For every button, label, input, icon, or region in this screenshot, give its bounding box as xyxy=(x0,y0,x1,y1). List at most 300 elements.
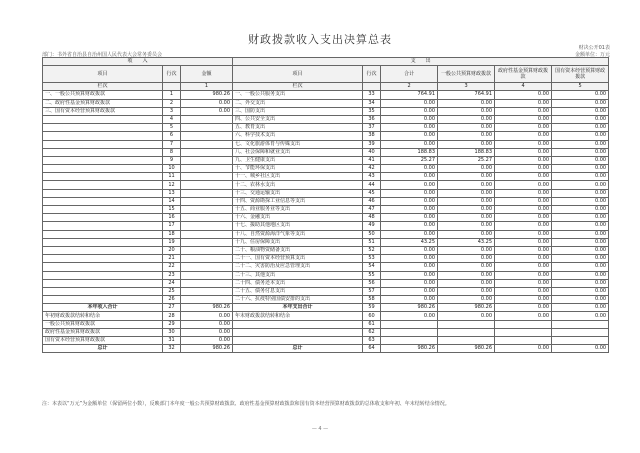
income-amount: 0.00 xyxy=(181,320,233,328)
general-budget-amount: 980.26 xyxy=(438,304,495,312)
expenditure-row-no: 53 xyxy=(363,255,381,263)
total-amount: 188.83 xyxy=(381,148,438,156)
general-budget-amount: 0.00 xyxy=(438,99,495,107)
expenditure-item: 十八、自然资源海洋气象等支出 xyxy=(233,230,363,238)
table-row xyxy=(43,197,609,205)
total-amount: 0.00 xyxy=(381,246,438,254)
income-amount: 0.00 xyxy=(181,337,233,345)
gov-fund-amount: 0.00 xyxy=(495,156,552,164)
expenditure-row-no: 60 xyxy=(363,312,381,320)
income-item: 三、国有资本经营预算财政拨款 xyxy=(43,107,163,115)
state-capital-amount xyxy=(552,328,609,336)
expenditure-item: 本年支出合计 xyxy=(233,304,363,312)
income-item: 二、政府性基金预算财政拨款 xyxy=(43,99,163,107)
general-budget-amount: 43.25 xyxy=(438,238,495,246)
total-amount: 43.25 xyxy=(381,238,438,246)
expenditure-row-no: 36 xyxy=(363,115,381,123)
income-amount: 0.00 xyxy=(181,107,233,115)
total-amount: 0.00 xyxy=(381,181,438,189)
expenditure-row-no: 46 xyxy=(363,197,381,205)
gov-fund-amount: 0.00 xyxy=(495,107,552,115)
expenditure-row-no: 54 xyxy=(363,263,381,271)
income-item xyxy=(43,181,163,189)
income-amount: 980.26 xyxy=(181,304,233,312)
expenditure-item: 一、一般公共服务支出 xyxy=(233,91,363,99)
general-budget-amount: 980.26 xyxy=(438,345,495,353)
general-budget-amount: 0.00 xyxy=(438,271,495,279)
expenditure-item: 四、公共安全支出 xyxy=(233,115,363,123)
income-row-no: 30 xyxy=(163,328,181,336)
amount-header: 金额 xyxy=(181,66,233,83)
table-row xyxy=(43,263,609,271)
expenditure-row-no: 41 xyxy=(363,156,381,164)
gov-fund-amount: 0.00 xyxy=(495,173,552,181)
expenditure-item: 二十三、其他支出 xyxy=(233,271,363,279)
gov-fund-amount: 0.00 xyxy=(495,132,552,140)
gov-fund-amount: 0.00 xyxy=(495,304,552,312)
income-item xyxy=(43,189,163,197)
gov-fund-amount xyxy=(495,328,552,336)
state-capital-amount: 0.00 xyxy=(552,115,609,123)
expenditure-row-no: 55 xyxy=(363,271,381,279)
expenditure-item: 二十四、债务还本支出 xyxy=(233,279,363,287)
income-item: 国有资本经营预算财政拨款 xyxy=(43,337,163,345)
expenditure-row-no: 61 xyxy=(363,320,381,328)
total-amount: 0.00 xyxy=(381,99,438,107)
table-row xyxy=(43,214,609,222)
total-amount: 0.00 xyxy=(381,263,438,271)
general-budget-amount xyxy=(438,337,495,345)
total-amount: 980.26 xyxy=(381,345,438,353)
total-amount: 0.00 xyxy=(381,222,438,230)
expenditure-item: 七、文化旅游体育与传媒支出 xyxy=(233,140,363,148)
expenditure-row-no: 52 xyxy=(363,246,381,254)
expenditure-row-no: 45 xyxy=(363,189,381,197)
income-item xyxy=(43,173,163,181)
income-row-no: 8 xyxy=(163,148,181,156)
gov-fund-amount: 0.00 xyxy=(495,312,552,320)
total-amount: 0.00 xyxy=(381,214,438,222)
expenditure-row-no: 56 xyxy=(363,279,381,287)
state-capital-amount: 0.00 xyxy=(552,230,609,238)
state-capital-amount: 0.00 xyxy=(552,165,609,173)
total-amount: 0.00 xyxy=(381,255,438,263)
expenditure-row-no: 49 xyxy=(363,222,381,230)
income-amount xyxy=(181,173,233,181)
expenditure-row-no: 50 xyxy=(363,230,381,238)
total-amount: 25.27 xyxy=(381,156,438,164)
income-amount xyxy=(181,230,233,238)
expenditure-item: 二十、粮油物资储备支出 xyxy=(233,246,363,254)
table-row xyxy=(43,279,609,287)
expenditure-item: 二十二、灾害防治及应急管理支出 xyxy=(233,263,363,271)
expenditure-item: 十、节能环保支出 xyxy=(233,165,363,173)
income-item xyxy=(43,197,163,205)
general-budget-amount: 0.00 xyxy=(438,140,495,148)
state-capital-amount: 0.00 xyxy=(552,148,609,156)
expenditure-row-no: 33 xyxy=(363,91,381,99)
total-amount: 980.26 xyxy=(381,304,438,312)
expenditure-item: 九、卫生健康支出 xyxy=(233,156,363,164)
total-amount: 0.00 xyxy=(381,107,438,115)
expenditure-row-no: 63 xyxy=(363,337,381,345)
expenditure-item: 十五、商业服务业等支出 xyxy=(233,206,363,214)
total-amount: 0.00 xyxy=(381,173,438,181)
general-budget-amount: 0.00 xyxy=(438,181,495,189)
general-budget-amount: 0.00 xyxy=(438,279,495,287)
expenditure-item xyxy=(233,337,363,345)
state-capital-amount: 0.00 xyxy=(552,304,609,312)
income-row-no: 1 xyxy=(163,91,181,99)
expenditure-item: 年末财政拨款结转和结余 xyxy=(233,312,363,320)
state-capital-amount: 0.00 xyxy=(552,345,609,353)
income-row-no: 16 xyxy=(163,214,181,222)
col-label-right: 栏次 xyxy=(233,83,363,91)
income-item-header: 项目 xyxy=(43,66,163,83)
income-row-no: 19 xyxy=(163,238,181,246)
form-code: 财决公开01表 xyxy=(578,45,610,51)
total-header: 合计 xyxy=(381,66,438,83)
state-capital-amount: 0.00 xyxy=(552,246,609,254)
income-row-no: 25 xyxy=(163,287,181,295)
income-item: 政府性基金预算财政拨款 xyxy=(43,328,163,336)
expenditure-item: 三、国防支出 xyxy=(233,107,363,115)
expenditure-row-no: 39 xyxy=(363,140,381,148)
expenditure-row-no: 59 xyxy=(363,304,381,312)
general-budget-amount: 0.00 xyxy=(438,189,495,197)
income-amount xyxy=(181,181,233,189)
general-budget-amount: 0.00 xyxy=(438,115,495,123)
total-amount: 0.00 xyxy=(381,132,438,140)
state-capital-amount: 0.00 xyxy=(552,263,609,271)
income-item xyxy=(43,230,163,238)
income-amount xyxy=(181,271,233,279)
general-budget-amount: 764.91 xyxy=(438,91,495,99)
income-row-no: 10 xyxy=(163,165,181,173)
income-item xyxy=(43,148,163,156)
income-row-no: 13 xyxy=(163,189,181,197)
expenditure-row-no-header: 行次 xyxy=(363,66,381,83)
income-item xyxy=(43,165,163,173)
general-budget-amount: 188.83 xyxy=(438,148,495,156)
income-row-no: 4 xyxy=(163,115,181,123)
table-row xyxy=(43,238,609,246)
expenditure-row-no: 42 xyxy=(363,165,381,173)
expenditure-row-no: 58 xyxy=(363,296,381,304)
general-budget-amount: 25.27 xyxy=(438,156,495,164)
general-budget-amount: 0.00 xyxy=(438,230,495,238)
expenditure-item: 二十一、国有资本经营预算支出 xyxy=(233,255,363,263)
table-row xyxy=(43,304,609,312)
income-amount xyxy=(181,222,233,230)
expenditure-row-no: 38 xyxy=(363,132,381,140)
gov-fund-amount: 0.00 xyxy=(495,271,552,279)
income-amount: 980.26 xyxy=(181,91,233,99)
col-num-1: 1 xyxy=(181,83,233,91)
general-budget-amount: 0.00 xyxy=(438,312,495,320)
expenditure-item: 十九、住房保障支出 xyxy=(233,238,363,246)
amount-unit: 金额单位：万元 xyxy=(574,52,610,58)
expenditure-item: 总计 xyxy=(233,345,363,353)
state-capital-amount: 0.00 xyxy=(552,214,609,222)
gov-fund-amount: 0.00 xyxy=(495,238,552,246)
table-row xyxy=(43,206,609,214)
income-amount: 980.26 xyxy=(181,345,233,353)
gov-fund-amount: 0.00 xyxy=(495,214,552,222)
income-row-no-header: 行次 xyxy=(163,66,181,83)
income-row-no: 3 xyxy=(163,107,181,115)
total-amount: 0.00 xyxy=(381,140,438,148)
income-item xyxy=(43,214,163,222)
total-amount: 0.00 xyxy=(381,189,438,197)
table-row xyxy=(43,328,609,336)
income-item xyxy=(43,206,163,214)
income-amount xyxy=(181,132,233,140)
income-amount xyxy=(181,115,233,123)
expenditure-item: 十四、资源勘探工业信息等支出 xyxy=(233,197,363,205)
state-capital-amount xyxy=(552,320,609,328)
income-row-no: 31 xyxy=(163,337,181,345)
general-budget-amount: 0.00 xyxy=(438,222,495,230)
table-row xyxy=(43,132,609,140)
state-capital-amount: 0.00 xyxy=(552,296,609,304)
gov-fund-amount: 0.00 xyxy=(495,140,552,148)
gov-fund-amount: 0.00 xyxy=(495,279,552,287)
gov-fund-amount: 0.00 xyxy=(495,165,552,173)
state-capital-amount: 0.00 xyxy=(552,181,609,189)
income-item xyxy=(43,222,163,230)
income-item xyxy=(43,263,163,271)
budget-summary-table xyxy=(42,57,609,353)
expenditure-item xyxy=(233,328,363,336)
gov-fund-amount xyxy=(495,320,552,328)
table-row xyxy=(43,271,609,279)
income-amount xyxy=(181,124,233,132)
income-item xyxy=(43,271,163,279)
total-amount: 0.00 xyxy=(381,124,438,132)
gov-fund-amount: 0.00 xyxy=(495,230,552,238)
footnote: 注：本表以“万元”为金额单位（保留两位小数），反映部门本年度一般公共预算财政拨款、政府性基金预算财政拨款和国有资本经营预算财政拨款的总体收支和年初、年末结转结余情况。 xyxy=(42,401,450,407)
state-capital-amount: 0.00 xyxy=(552,222,609,230)
gov-fund-amount: 0.00 xyxy=(495,287,552,295)
income-amount: 0.00 xyxy=(181,312,233,320)
total-amount: 0.00 xyxy=(381,165,438,173)
state-capital-amount: 0.00 xyxy=(552,173,609,181)
unit-name: 部门：书外省自治县自治州国人民代表大会常务委员会 xyxy=(42,52,163,58)
income-row-no: 23 xyxy=(163,271,181,279)
expenditure-row-no: 62 xyxy=(363,328,381,336)
income-amount xyxy=(181,246,233,254)
income-row-no: 18 xyxy=(163,230,181,238)
general-budget-amount: 0.00 xyxy=(438,206,495,214)
income-amount xyxy=(181,287,233,295)
state-capital-amount: 0.00 xyxy=(552,279,609,287)
income-row-no: 6 xyxy=(163,132,181,140)
general-budget-amount: 0.00 xyxy=(438,107,495,115)
income-row-no: 24 xyxy=(163,279,181,287)
general-budget-amount xyxy=(438,328,495,336)
income-amount xyxy=(181,214,233,222)
gov-fund-amount: 0.00 xyxy=(495,345,552,353)
income-amount xyxy=(181,189,233,197)
income-item xyxy=(43,287,163,295)
table-row xyxy=(43,148,609,156)
general-budget-amount: 0.00 xyxy=(438,132,495,140)
table-row xyxy=(43,140,609,148)
income-item: 年初财政拨款结转和结余 xyxy=(43,312,163,320)
general-budget-header: 一般公共预算财政拨款 xyxy=(438,66,495,83)
total-amount: 0.00 xyxy=(381,279,438,287)
gov-fund-amount: 0.00 xyxy=(495,296,552,304)
income-row-no: 2 xyxy=(163,99,181,107)
state-capital-amount: 0.00 xyxy=(552,197,609,205)
general-budget-amount: 0.00 xyxy=(438,173,495,181)
gov-fund-amount xyxy=(495,337,552,345)
expenditure-item: 十二、农林水支出 xyxy=(233,181,363,189)
col-label-left: 栏次 xyxy=(43,83,163,91)
gov-fund-amount: 0.00 xyxy=(495,124,552,132)
table-row xyxy=(43,189,609,197)
total-amount: 0.00 xyxy=(381,197,438,205)
income-row-no: 27 xyxy=(163,304,181,312)
general-budget-amount: 0.00 xyxy=(438,287,495,295)
income-amount xyxy=(181,140,233,148)
income-item: 一、一般公共预算财政拨款 xyxy=(43,91,163,99)
state-capital-amount: 0.00 xyxy=(552,238,609,246)
general-budget-amount: 0.00 xyxy=(438,165,495,173)
income-amount: 0.00 xyxy=(181,99,233,107)
expenditure-item: 十七、援助其他地区支出 xyxy=(233,222,363,230)
income-row-no: 22 xyxy=(163,263,181,271)
expenditure-row-no: 48 xyxy=(363,214,381,222)
income-row-no: 21 xyxy=(163,255,181,263)
state-capital-amount: 0.00 xyxy=(552,206,609,214)
state-capital-amount: 0.00 xyxy=(552,132,609,140)
general-budget-amount: 0.00 xyxy=(438,246,495,254)
table-row xyxy=(43,107,609,115)
income-row-no: 29 xyxy=(163,320,181,328)
expenditure-row-no: 37 xyxy=(363,124,381,132)
state-capital-header: 国有资本经营预算财政拨款 xyxy=(552,66,609,83)
expenditure-item: 五、教育支出 xyxy=(233,124,363,132)
table-row xyxy=(43,246,609,254)
income-row-no: 5 xyxy=(163,124,181,132)
total-amount xyxy=(381,328,438,336)
expenditure-item-header: 项目 xyxy=(233,66,363,83)
gov-fund-amount: 0.00 xyxy=(495,197,552,205)
income-amount xyxy=(181,197,233,205)
total-amount: 0.00 xyxy=(381,296,438,304)
income-item xyxy=(43,156,163,164)
table-row xyxy=(43,156,609,164)
income-row-no: 14 xyxy=(163,197,181,205)
income-row-no: 32 xyxy=(163,345,181,353)
col-num-3: 3 xyxy=(438,83,495,91)
table-row xyxy=(43,287,609,295)
state-capital-amount: 0.00 xyxy=(552,140,609,148)
income-item: 总计 xyxy=(43,345,163,353)
general-budget-amount xyxy=(438,320,495,328)
page-title: 财政拨款收入支出决算总表 xyxy=(248,33,392,46)
total-amount xyxy=(381,337,438,345)
table-row xyxy=(43,320,609,328)
expenditure-row-no: 64 xyxy=(363,345,381,353)
income-item xyxy=(43,255,163,263)
expenditure-header: 支 出 xyxy=(233,58,609,66)
expenditure-item xyxy=(233,320,363,328)
gov-fund-amount: 0.00 xyxy=(495,148,552,156)
gov-fund-amount: 0.00 xyxy=(495,263,552,271)
income-row-no: 9 xyxy=(163,156,181,164)
table-row xyxy=(43,230,609,238)
general-budget-amount: 0.00 xyxy=(438,124,495,132)
general-budget-amount: 0.00 xyxy=(438,263,495,271)
income-item xyxy=(43,115,163,123)
total-amount: 0.00 xyxy=(381,271,438,279)
income-row-no: 17 xyxy=(163,222,181,230)
income-amount xyxy=(181,296,233,304)
general-budget-amount: 0.00 xyxy=(438,255,495,263)
expenditure-item: 十六、金融支出 xyxy=(233,214,363,222)
expenditure-row-no: 35 xyxy=(363,107,381,115)
expenditure-row-no: 47 xyxy=(363,206,381,214)
income-amount xyxy=(181,263,233,271)
expenditure-row-no: 34 xyxy=(363,99,381,107)
col-num-4: 4 xyxy=(495,83,552,91)
expenditure-row-no: 57 xyxy=(363,287,381,295)
income-amount xyxy=(181,238,233,246)
total-amount: 764.91 xyxy=(381,91,438,99)
table-row xyxy=(43,124,609,132)
income-item xyxy=(43,279,163,287)
gov-fund-amount: 0.00 xyxy=(495,222,552,230)
income-item: 一般公共预算财政拨款 xyxy=(43,320,163,328)
income-item: 本年收入合计 xyxy=(43,304,163,312)
gov-fund-amount: 0.00 xyxy=(495,206,552,214)
general-budget-amount: 0.00 xyxy=(438,197,495,205)
table-row xyxy=(43,91,609,99)
expenditure-item: 二十五、债务付息支出 xyxy=(233,287,363,295)
gov-fund-amount: 0.00 xyxy=(495,255,552,263)
expenditure-item: 十一、城乡社区支出 xyxy=(233,173,363,181)
income-row-no: 12 xyxy=(163,181,181,189)
expenditure-item: 八、社会保障和就业支出 xyxy=(233,148,363,156)
gov-fund-amount: 0.00 xyxy=(495,99,552,107)
income-row-no: 11 xyxy=(163,173,181,181)
income-amount: 0.00 xyxy=(181,328,233,336)
state-capital-amount: 0.00 xyxy=(552,255,609,263)
state-capital-amount: 0.00 xyxy=(552,107,609,115)
expenditure-row-no: 40 xyxy=(363,148,381,156)
expenditure-item: 六、科学技术支出 xyxy=(233,132,363,140)
table-row xyxy=(43,222,609,230)
table-row xyxy=(43,165,609,173)
state-capital-amount: 0.00 xyxy=(552,156,609,164)
income-item xyxy=(43,296,163,304)
col-num-2: 2 xyxy=(381,83,438,91)
total-amount: 0.00 xyxy=(381,206,438,214)
table-row xyxy=(43,99,609,107)
income-row-no: 26 xyxy=(163,296,181,304)
general-budget-amount: 0.00 xyxy=(438,214,495,222)
income-amount xyxy=(181,165,233,173)
state-capital-amount xyxy=(552,337,609,345)
expenditure-row-no: 43 xyxy=(363,173,381,181)
income-header: 收 入 xyxy=(43,58,233,66)
income-row-no: 7 xyxy=(163,140,181,148)
table-row xyxy=(43,296,609,304)
income-row-no: 15 xyxy=(163,206,181,214)
